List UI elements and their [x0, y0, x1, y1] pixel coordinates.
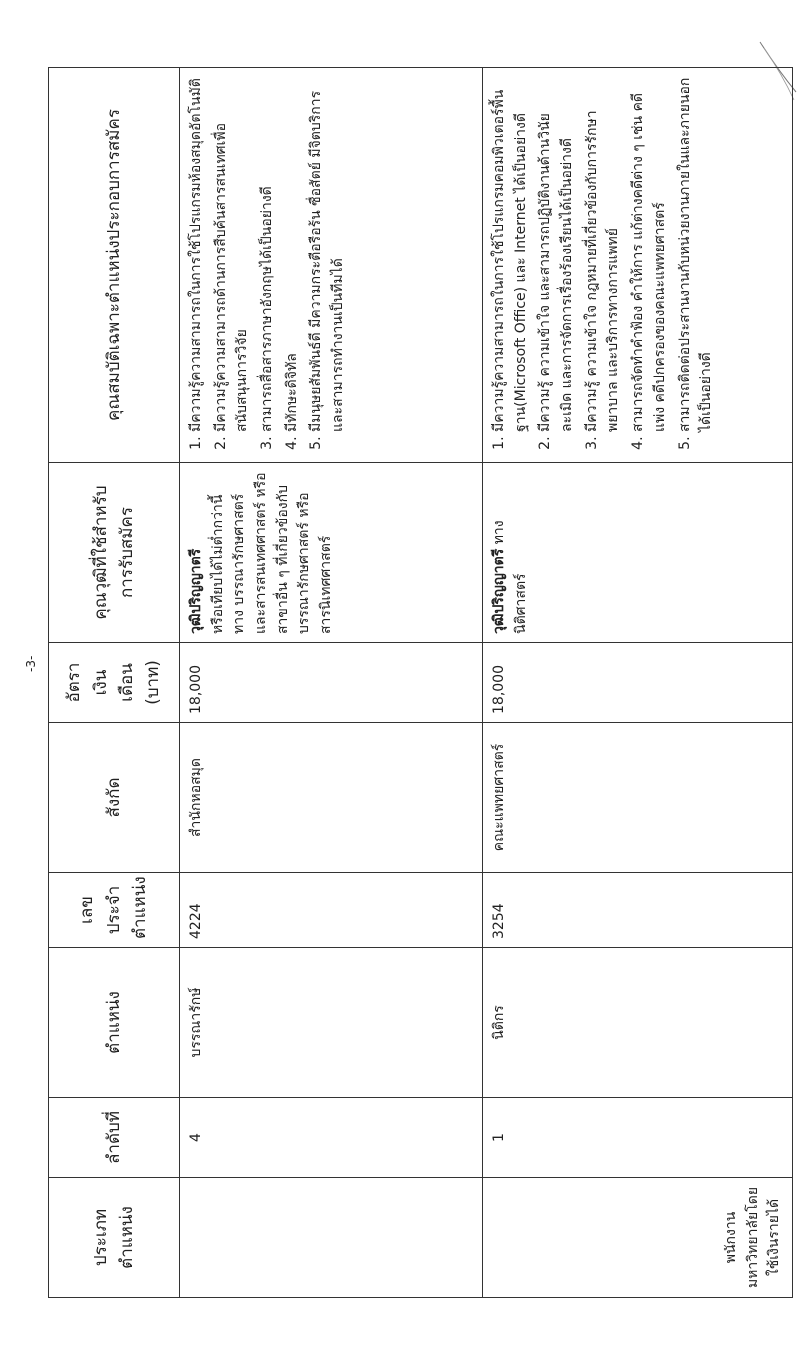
spec-list [186, 76, 350, 454]
cell-specification [180, 68, 483, 463]
cell-specification [483, 68, 793, 463]
cell-unit: สำนักหอสมุด [180, 723, 483, 873]
header-no: ลำดับที่ [49, 1098, 180, 1178]
cell-qualification [180, 463, 483, 643]
list-item: 4. สามารถจัดทำคำฟ้อง คำให้การ แก้ต่างคดีต่าง ๆ เช่น คดีแพ่ง คดีปกครองของคณะแพทยศาสตร์ [628, 76, 671, 432]
cell-type: พนักงานมหาวิทยาลัยโดยใช้เงินรายได้ [483, 1178, 793, 1298]
list-item: 5. สามารถติดต่อประสานงานกับหน่วยงานภายในและภายนอกได้เป็นอย่างดี [675, 76, 718, 432]
header-salary: อัตราเงินเดือน (บาท) [49, 643, 180, 723]
cell-position: บรรณารักษ์ [180, 948, 483, 1098]
cell-no: 4 [180, 1098, 483, 1178]
list-item: 1. มีความรู้ความสามารถในการใช้โปรแกรมห้องสมุดอัตโนมัติ [186, 76, 208, 432]
header-position: ตำแหน่ง [49, 948, 180, 1098]
rotated-table-wrapper [48, 68, 793, 1298]
page-number: -3- [24, 655, 38, 672]
cell-type [180, 1178, 483, 1298]
list-item: 3. มีความรู้ ความเข้าใจ กฎหมายที่เกี่ยวข้องกับการรักษาพยาบาล และบริการทางการแพทย์ [582, 76, 625, 432]
list-item: 1. มีความรู้ความสามารถในการใช้โปรแกรมคอมพิวเตอร์พื้นฐาน(Microsoft Office) และ Internet ได้เป็นอย่างดี [489, 76, 532, 432]
header-specification: คุณสมบัติเฉพาะตำแหน่งประกอบการสมัคร [49, 68, 180, 463]
list-item: 3. สามารถสื่อสารภาษาอังกฤษได้เป็นอย่างดี [257, 76, 279, 432]
cell-unit: คณะแพทยศาสตร์ [483, 723, 793, 873]
qualification-detail: หรือเทียบได้ไม่ต่ำกว่านี้ทาง บรรณารักษศาสตร์และสารสนเทศศาสตร์ หรือสาขาอื่น ๆ ที่เกี่ยวข้องกับบรรณารักษศาสตร์ หรือสารนิเทศศาสตร์ [209, 472, 335, 634]
header-row [49, 68, 180, 1298]
cell-code: 3254 [483, 873, 793, 948]
list-item: 2. มีความรู้ความสามารถด้านการสืบค้นสารสนเทศเพื่อสนับสนุนการวิจัย [211, 76, 254, 432]
positions-table [48, 67, 793, 1298]
table-row [483, 68, 793, 1298]
spec-list [489, 76, 718, 454]
list-item: 5. มีมนุษยสัมพันธ์ดี มีความกระตือรือร้น ซื่อสัตย์ มีจิตบริการ และสามารถทำงานเป็นทีมได้ [306, 76, 349, 432]
cell-position: นิติกร [483, 948, 793, 1098]
qualification-degree: วุฒิปริญญาตรี [491, 548, 507, 634]
cell-qualification [483, 463, 793, 643]
list-item: 2. มีความรู้ ความเข้าใจ และสามารถปฏิบัติงานด้านวินัย ละเมิด และการจัดการเรื่องร้องเรียนได้เป็นอย่างดี [535, 76, 578, 432]
cell-code: 4224 [180, 873, 483, 948]
qualification-detail: ทางนิติศาสตร์ [491, 520, 529, 634]
list-item: 4. มีทักษะดิจิทัล [282, 76, 304, 432]
header-type: ประเภทตำแหน่ง [49, 1178, 180, 1298]
cell-salary: 18,000 [180, 643, 483, 723]
header-code: เลขประจำตำแหน่ง [49, 873, 180, 948]
header-unit: สังกัด [49, 723, 180, 873]
qualification-degree: วุฒิปริญญาตรี [188, 548, 204, 634]
table-row [180, 68, 483, 1298]
header-qualification: คุณวุฒิที่ใช้สำหรับการรับสมัคร [49, 463, 180, 643]
cell-no: 1 [483, 1098, 793, 1178]
cell-salary: 18,000 [483, 643, 793, 723]
